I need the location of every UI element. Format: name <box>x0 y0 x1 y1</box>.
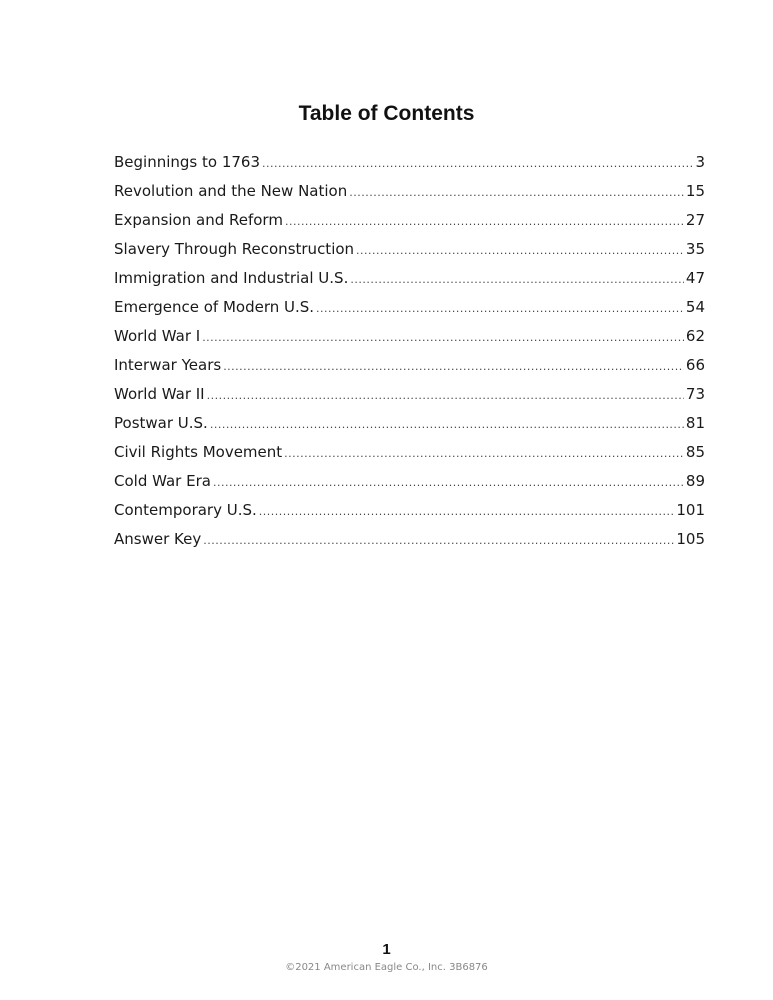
toc-entry <box>114 269 705 298</box>
toc-entry-page: 66 <box>685 356 705 374</box>
toc-entry-page: 35 <box>685 240 705 258</box>
toc-entry <box>114 356 705 385</box>
toc-entry <box>114 385 705 414</box>
dot-leader <box>213 476 684 489</box>
toc-entry-label: Expansion and Reform <box>114 211 283 229</box>
dot-leader <box>350 273 684 286</box>
toc-entry-label: Answer Key <box>114 530 202 548</box>
toc-entry-label: Interwar Years <box>114 356 222 374</box>
toc-entry-page: 85 <box>685 443 705 461</box>
toc-entry <box>114 472 705 501</box>
dot-leader <box>207 389 684 402</box>
dot-leader <box>202 331 684 344</box>
toc-entry-label: Slavery Through Reconstruction <box>114 240 355 258</box>
toc-entry-page: 105 <box>676 530 705 548</box>
toc-entry <box>114 240 705 269</box>
page-title: Table of Contents <box>298 102 475 126</box>
toc-entry-label: Immigration and Industrial U.S. <box>114 269 349 287</box>
toc-entry-page: 3 <box>695 153 705 171</box>
toc-entry-page: 62 <box>685 327 705 345</box>
dot-leader <box>285 215 684 228</box>
toc-entry <box>114 182 705 211</box>
toc-entry <box>114 530 705 559</box>
toc-entry <box>114 211 705 240</box>
toc-entry-label: Beginnings to 1763 <box>114 153 261 171</box>
table-of-contents <box>114 153 705 559</box>
toc-entry-label: Cold War Era <box>114 472 211 490</box>
toc-entry-label: World War I <box>114 327 201 345</box>
dot-leader <box>284 447 684 460</box>
toc-entry <box>114 153 705 182</box>
dot-leader <box>349 186 684 199</box>
toc-entry-page: 81 <box>685 414 705 432</box>
toc-entry-label: Postwar U.S. <box>114 414 208 432</box>
toc-entry-label: Civil Rights Movement <box>114 443 283 461</box>
toc-entry <box>114 327 705 356</box>
toc-entry-page: 47 <box>685 269 705 287</box>
copyright-notice: ©2021 American Eagle Co., Inc. 3B6876 <box>285 962 488 973</box>
dot-leader <box>203 534 674 547</box>
toc-entry <box>114 443 705 472</box>
toc-entry-page: 27 <box>685 211 705 229</box>
toc-entry-label: Emergence of Modern U.S. <box>114 298 315 316</box>
toc-entry-page: 101 <box>676 501 705 519</box>
toc-entry <box>114 501 705 530</box>
toc-entry-page: 89 <box>685 472 705 490</box>
toc-entry-label: World War II <box>114 385 205 403</box>
toc-entry-page: 15 <box>685 182 705 200</box>
toc-entry-label: Contemporary U.S. <box>114 501 257 519</box>
dot-leader <box>356 244 684 257</box>
dot-leader <box>262 157 693 170</box>
dot-leader <box>210 418 684 431</box>
toc-entry <box>114 298 705 327</box>
toc-entry-page: 73 <box>685 385 705 403</box>
dot-leader <box>223 360 684 373</box>
dot-leader <box>316 302 684 315</box>
toc-entry-page: 54 <box>685 298 705 316</box>
dot-leader <box>259 505 675 518</box>
toc-entry <box>114 414 705 443</box>
toc-entry-label: Revolution and the New Nation <box>114 182 348 200</box>
page-number: 1 <box>382 941 391 958</box>
